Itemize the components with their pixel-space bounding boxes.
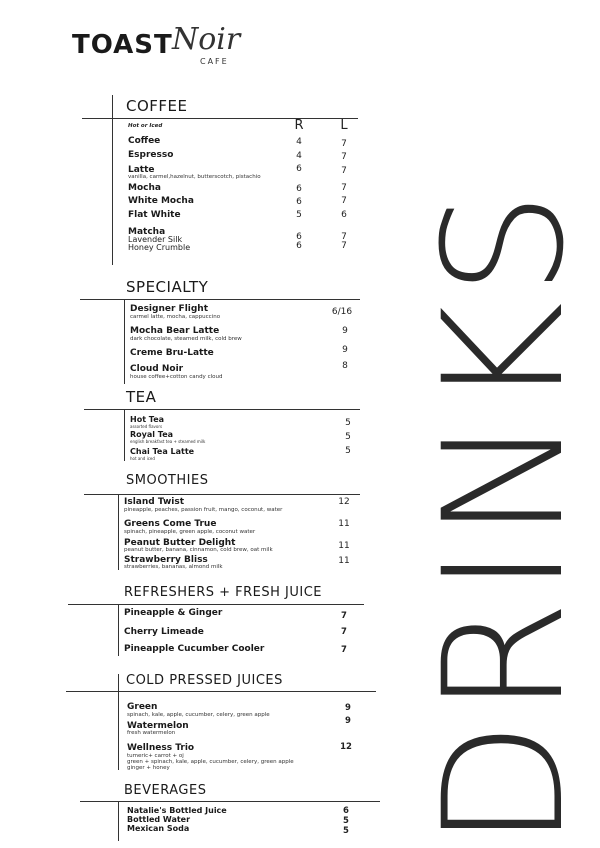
specialty-side-rule <box>124 299 125 384</box>
menu-item-desc: spinach, pineapple, green apple, coconut water <box>124 529 256 535</box>
smoothies-rule <box>84 494 360 495</box>
item-price: 6/16 <box>331 307 353 317</box>
tea-rule <box>84 409 360 410</box>
price-large: 7 <box>341 183 347 193</box>
item-price: 5 <box>343 826 349 836</box>
item-price: 11 <box>338 519 350 529</box>
item-price: 7 <box>341 627 347 637</box>
menu-item-desc: peanut butter, banana, cinnamon, cold brew, oat milk <box>124 547 273 553</box>
matcha-variant: Honey Crumble <box>128 243 191 252</box>
menu-item-name: Designer Flight <box>130 304 209 314</box>
menu-item-name: Mexican Soda <box>127 824 190 833</box>
tea-title: TEA <box>126 388 157 406</box>
cold-pressed-side-rule <box>118 674 119 770</box>
matcha-variant: Lavender Silk <box>128 235 183 244</box>
menu-item-desc: carmel latte, mocha, cappuccino <box>130 314 221 320</box>
menu-item-name: Mocha Bear Latte <box>130 326 220 336</box>
menu-item-desc: spinach, kale, apple, cucumber, celery, green apple <box>127 712 270 718</box>
menu-item-desc: english breakfast tea + steamed milk <box>130 439 206 444</box>
refreshers-side-rule <box>118 604 119 656</box>
menu-item-desc: assorted flavors <box>130 424 163 429</box>
price-regular: 4 <box>296 137 302 147</box>
item-price: 12 <box>340 742 352 752</box>
menu-item-name: Watermelon <box>127 721 189 731</box>
menu-item-name: Mocha <box>128 183 161 193</box>
item-price: 7 <box>341 611 347 621</box>
coffee-col-regular: R <box>294 118 304 133</box>
item-price: 5 <box>345 432 351 442</box>
beverages-rule <box>80 801 380 802</box>
item-price: 9 <box>345 703 351 713</box>
menu-item-name: Royal Tea <box>130 430 174 439</box>
menu-item-name: Hot Tea <box>130 415 165 424</box>
menu-item-name: Espresso <box>128 150 174 160</box>
price-regular: 6 <box>296 232 302 242</box>
item-price: 5 <box>345 446 351 456</box>
coffee-col-large: L <box>340 118 348 133</box>
item-price: 12 <box>338 497 350 507</box>
price-large: 6 <box>341 210 347 220</box>
menu-item-name: Natalie's Bottled Juice <box>127 806 227 815</box>
coffee-side-rule <box>112 95 113 265</box>
price-large: 7 <box>341 232 347 242</box>
logo-wordmark: TOAST <box>72 30 173 60</box>
menu-item-desc: dark chocolate, steamed milk, cold brew <box>130 336 242 342</box>
menu-item-name: Cloud Noir <box>130 364 184 374</box>
price-large: 7 <box>341 196 347 206</box>
refreshers-title: REFRESHERS + FRESH JUICE <box>124 585 323 600</box>
item-price: 9 <box>342 345 348 355</box>
item-price: 7 <box>341 645 347 655</box>
price-regular: 6 <box>296 184 302 194</box>
menu-item-name: Creme Bru-Latte <box>130 348 214 358</box>
menu-item-name: Pineapple & Ginger <box>124 608 223 618</box>
menu-item-desc: tumeric+ carrot + oj <box>127 753 184 759</box>
item-price: 9 <box>345 716 351 726</box>
item-price: 11 <box>338 556 350 566</box>
price-regular: 6 <box>296 241 302 251</box>
item-price: 11 <box>338 541 350 551</box>
menu-item-name: Island Twist <box>124 497 185 507</box>
menu-item-name: Green <box>127 702 158 712</box>
menu-item-name: Bottled Water <box>127 815 191 824</box>
item-price: 9 <box>342 326 348 336</box>
menu-item-name: Flat White <box>128 210 181 220</box>
menu-item-name: White Mocha <box>128 196 194 206</box>
price-regular: 5 <box>296 210 302 220</box>
coffee-rule <box>82 118 358 119</box>
specialty-title: SPECIALTY <box>126 278 209 296</box>
menu-item-name: Coffee <box>128 136 161 146</box>
coffee-note: Hot or Iced <box>128 123 163 129</box>
menu-item-desc: vanilla, carmel,hazelnut, butterscotch, pistachio <box>128 174 261 180</box>
menu-item-desc: hot and iced <box>130 456 155 461</box>
price-regular: 4 <box>296 151 302 161</box>
menu-item-desc: pineapple, peaches, passion fruit, mango, coconut, water <box>124 507 283 513</box>
tea-side-rule <box>124 409 125 461</box>
smoothies-side-rule <box>118 494 119 570</box>
beverages-side-rule <box>118 801 119 841</box>
beverages-title: BEVERAGES <box>124 783 207 798</box>
menu-item-name: Wellness Trio <box>127 743 195 753</box>
menu-item-name: Matcha <box>128 227 166 237</box>
menu-item-name: Cherry Limeade <box>124 627 204 637</box>
price-large: 7 <box>341 152 347 162</box>
menu-item-name: Strawberry Bliss <box>124 555 208 565</box>
cold-pressed-rule <box>66 691 376 692</box>
item-price: 8 <box>342 361 348 371</box>
menu-item-name: Latte <box>128 165 155 175</box>
price-regular: 6 <box>296 197 302 207</box>
logo-tagline: CAFE <box>200 57 229 66</box>
price-regular: 6 <box>296 164 302 174</box>
coffee-title: COFFEE <box>126 97 188 115</box>
item-price: 6 <box>343 806 349 816</box>
menu-item-name: Chai Tea Latte <box>130 447 195 456</box>
menu-item-desc: fresh watermelon <box>127 730 176 736</box>
menu-item-name: Pineapple Cucumber Cooler <box>124 644 265 654</box>
price-large: 7 <box>341 241 347 251</box>
menu-item-desc: green + spinach, kale, apple, cucumber, celery, green apple <box>127 759 294 765</box>
price-large: 7 <box>341 139 347 149</box>
menu-item-desc: ginger + honey <box>127 765 170 771</box>
price-large: 7 <box>341 166 347 176</box>
drinks-vertical-title: DRINKS <box>408 185 600 848</box>
item-price: 5 <box>343 816 349 826</box>
menu-item-desc: house coffee+cotton candy cloud <box>130 374 223 380</box>
smoothies-title: SMOOTHIES <box>126 473 209 488</box>
menu-item-name: Peanut Butter Delight <box>124 538 236 548</box>
cold-pressed-title: COLD PRESSED JUICES <box>126 673 283 688</box>
item-price: 5 <box>345 418 351 428</box>
menu-item-name: Greens Come True <box>124 519 217 529</box>
refreshers-rule <box>68 604 364 605</box>
specialty-rule <box>80 299 360 300</box>
logo-script: Noir <box>172 22 241 57</box>
menu-item-desc: strawberries, bananas, almond milk <box>124 564 223 570</box>
